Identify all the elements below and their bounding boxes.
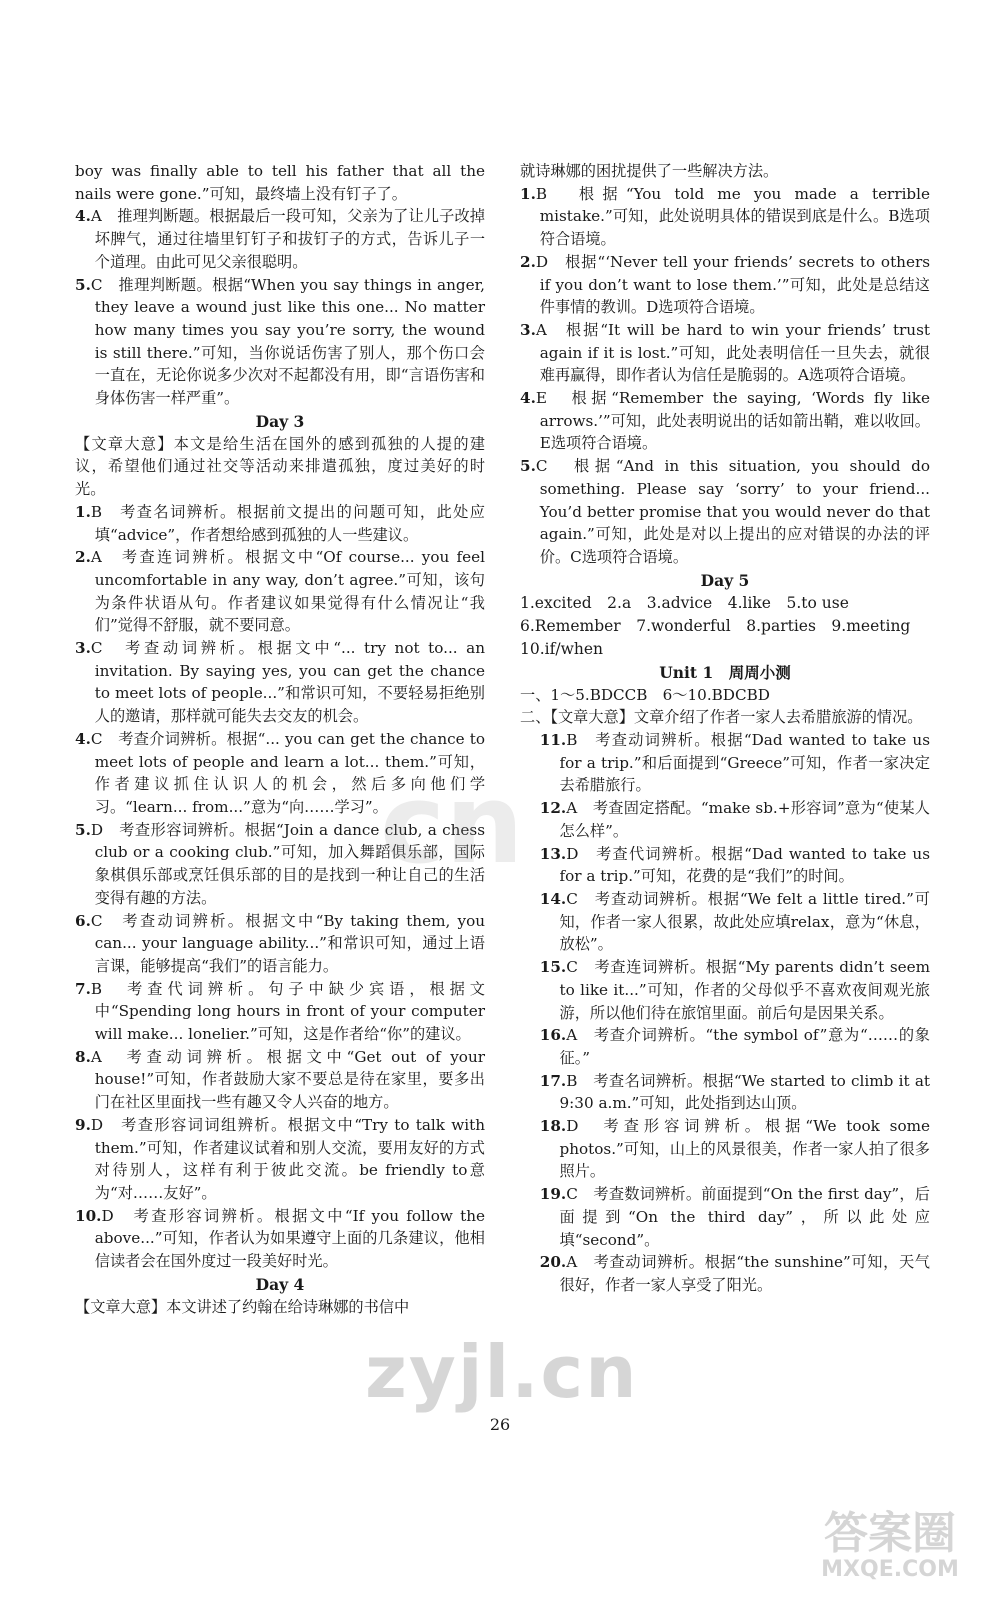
answer-paragraph [75, 637, 485, 728]
paragraph-text: Day 5 [700, 570, 750, 590]
paragraph-text: C 根据“And in this situation, you should do something. Please say ‘sorry’ to your friend... You’d better promise that you would never do that again.”可知，此处是对以上提出的应对错误的办法的评价。C选项符合语境。 [535, 457, 930, 566]
item-number: 16. [539, 1026, 567, 1045]
left-column [75, 160, 485, 1318]
corner-watermark-url: MXQE.COM [821, 1557, 959, 1582]
answer-paragraph [520, 1251, 930, 1296]
section-heading [520, 661, 930, 684]
answer-paragraph [75, 501, 485, 546]
item-number: 10. [75, 1206, 102, 1225]
paragraph-text: Unit 1 周周小测 [659, 662, 791, 682]
paragraph-text: B 考查动词辨析。根据“Dad wanted to take us for a trip.”和后面提到“Greece”可知，作者一家决定去希腊旅行。 [559, 731, 930, 795]
answer-paragraph [520, 455, 930, 569]
page-number: 26 [489, 1415, 511, 1434]
answer-paragraph [75, 1205, 485, 1273]
corner-watermark-logo: 答案圈 [824, 1508, 956, 1559]
answer-paragraph [75, 160, 485, 205]
paragraph-text: 6.Remember 7.wonderful 8.parties 9.meeting [520, 616, 911, 635]
answer-paragraph [520, 706, 930, 729]
answer-paragraph [520, 684, 930, 707]
item-number: 4. [75, 207, 91, 226]
item-number: 2. [520, 252, 536, 271]
paragraph-text: A 考查动词辨析。根据文中“Get out of your house!”可知，作者鼓励大家不要总是待在家里，要多出门在社区里面找一些有趣又令人兴奋的地方。 [90, 1047, 485, 1112]
paragraph-text: D 考查形容词辨析。根据“Join a dance club, a chess club or a cooking club.”可知，加入舞蹈俱乐部，国际象棋俱乐部或烹饪俱乐部的目的是找到一种让自己的生活变得有趣的方法。 [90, 820, 485, 907]
paragraph-text: B 考查名词辨析。根据“We started to climb it at 9:30 a.m.”可知，此处指到达山顶。 [559, 1071, 930, 1113]
answer-paragraph [520, 1115, 930, 1183]
answer-paragraph [75, 433, 485, 501]
item-number: 17. [539, 1071, 567, 1090]
answer-paragraph [520, 183, 930, 251]
answer-paragraph [75, 1046, 485, 1114]
answer-paragraph [520, 1024, 930, 1069]
paragraph-text: 【文章大意】本文是给生活在国外的感到孤独的人提的建议，希望他们通过社交等活动来排遣孤独，度过美好的时光。 [75, 434, 485, 499]
item-number: 13. [539, 844, 567, 863]
item-number: 5. [520, 457, 536, 476]
item-number: 9. [75, 1115, 91, 1134]
paragraph-text: C 考查动词辨析。根据“We felt a little tired.”可知，作者一家人很累，故此处应填relax，意为“休息，放松”。 [559, 889, 930, 954]
answer-paragraph [75, 205, 485, 273]
paragraph-text: D 考查形容词词组辨析。根据文中“Try to talk with them.”可知，作者建议试着和别人交流，要用友好的方式对待别人，这样有利于彼此交流。be friendly to意为“对……友好”。 [90, 1115, 485, 1202]
paragraph-text: 就诗琳娜的困扰提供了一些解决方法。 [520, 162, 779, 180]
item-number: 8. [75, 1047, 91, 1066]
paragraph-text: A 考查固定搭配。“make sb.+形容词”意为“使某人怎么样”。 [559, 799, 930, 840]
paragraph-text: B 考查代词辨析。句子中缺少宾语，根据文中“Spending long hours in front of your computer will make... lonelier.”可知，这是作者给“你”的建议。 [90, 979, 485, 1044]
item-number: 1. [520, 184, 536, 203]
paragraph-text: C 考查连词辨析。根据“My parents didn’t seem to like it...”可知，作者的父母似乎不喜欢夜间观光旅游，所以他们待在旅馆里面。前后句是因果关系。 [559, 958, 930, 1022]
item-number: 19. [539, 1185, 567, 1204]
answer-paragraph [75, 1296, 485, 1319]
paragraph-text: D 根据“‘Never tell your friends’ secrets to others if you don’t want to lose them.’”可知，此处是总结这件事情的教训。D选项符合语境。 [535, 252, 930, 317]
item-number: 2. [75, 548, 91, 567]
paragraph-text: Day 4 [255, 1274, 305, 1294]
paragraph-text: A 考查介词辨析。“the symbol of”意为“……的象征。” [559, 1026, 930, 1067]
item-number: 7. [75, 979, 91, 998]
item-number: 5. [75, 275, 91, 294]
answer-paragraph [75, 1114, 485, 1205]
answer-paragraph [520, 319, 930, 387]
site-watermark: zyjl.cn [365, 1330, 639, 1414]
right-column [520, 160, 930, 1297]
paragraph-text: C 考查动词辨析。根据文中“... try not to... an invitation. By saying yes, you can get the chance to meet lots of people...”和常识可知，不要轻易拒绝别人的邀请，那样就可能失去交友的机会。 [90, 639, 485, 726]
paragraph-text: 一、1～5.BDCCB 6～10.BDCBD [520, 685, 770, 704]
item-number: 18. [539, 1117, 567, 1136]
paragraph-text: D 考查代词辨析。根据“Dad wanted to take us for a trip.”可知，花费的是“我们”的时间。 [559, 844, 930, 886]
paragraph-text: B 考查名词辨析。根据前文提出的问题可知，此处应填“advice”，作者想给感到孤独的人一些建议。 [90, 502, 485, 544]
paragraph-text: 1.excited 2.a 3.advice 4.like 5.to use [520, 593, 849, 612]
item-number: 4. [75, 729, 91, 748]
paragraph-text: A 根据“It will be hard to win your friends’ trust again if it is lost.”可知，此处表明信任一旦失去，就很难再赢得，即作者认为信任是脆弱的。A选项符合语境。 [535, 320, 930, 385]
paragraph-text: E 根据“Remember the saying, ‘Words fly like arrows.’”可知，此处表明说出的话如箭出鞘，难以收回。E选项符合语境。 [535, 389, 930, 453]
paragraph-text: 10.if/when [520, 639, 603, 658]
item-number: 5. [75, 820, 91, 839]
center-watermark: cn [380, 760, 524, 888]
section-heading [75, 1273, 485, 1296]
paragraph-text: Day 3 [255, 411, 305, 431]
item-number: 6. [75, 911, 91, 930]
item-number: 11. [539, 731, 567, 750]
answer-paragraph [75, 274, 485, 410]
item-number: 12. [539, 799, 567, 818]
item-number: 14. [539, 889, 567, 908]
item-number: 1. [75, 502, 91, 521]
answer-line [520, 615, 930, 638]
paragraph-text: D 考查形容词辨析。根据文中“If you follow the above...”可知，作者认为如果遵守上面的几条建议，他相信读者会在国外度过一段美好时光。 [94, 1206, 485, 1271]
item-number: 4. [520, 389, 536, 408]
paragraph-text: 二、【文章大意】文章介绍了作者一家人去希腊旅游的情况。 [520, 708, 923, 727]
corner-watermark [800, 1510, 980, 1582]
paragraph-text: C 推理判断题。根据“When you say things in anger, they leave a wound just like this one... No matter how many times you say you’re sorry, the wound is still there.”可知，当你说话伤害了别人，那个伤口会一直在，无论你说多少次对不起都没有用，即“言语伤害和身体伤害一样严重”。 [90, 275, 485, 408]
answer-line [520, 638, 930, 661]
answer-paragraph [520, 956, 930, 1024]
paragraph-text: boy was finally able to tell his father that all the nails were gone.”可知，最终墙上没有钉子了。 [75, 162, 485, 203]
answer-paragraph [520, 251, 930, 319]
paragraph-text: B 根据“You told me you made a terrible mistake.”可知，此处说明具体的错误到底是什么。B选项符合语境。 [535, 184, 930, 249]
paragraph-text: A 考查连词辨析。根据文中“Of course... you feel uncomfortable in any way, don’t agree.”可知，该句为条件状语从句。作者建议如果觉得有什么情况让“我们”觉得不舒服，就不要同意。 [90, 548, 485, 635]
item-number: 15. [539, 958, 567, 977]
answer-line [520, 592, 930, 615]
paragraph-text: C 考查动词辨析。根据文中“By taking them, you can... your language ability...”和常识可知，通过上语言课，能够提高“我们”的语言能力。 [90, 911, 485, 975]
paragraph-text: D 考查形容词辨析。根据“We took some photos.”可知，山上的风景很美，作者一家人拍了很多照片。 [559, 1117, 930, 1181]
section-heading [75, 410, 485, 433]
answer-paragraph [520, 387, 930, 455]
paragraph-text: C 考查数词辨析。前面提到“On the first day”，后面提到“On the third day”，所以此处应填“second”。 [559, 1185, 930, 1249]
answer-paragraph [75, 978, 485, 1046]
item-number: 3. [75, 639, 91, 658]
item-number: 3. [520, 320, 536, 339]
answer-paragraph [520, 1183, 930, 1251]
paragraph-text: A 考查动词辨析。根据“the sunshine”可知，天气很好，作者一家人享受了阳光。 [559, 1253, 930, 1294]
paragraph-text: A 推理判断题。根据最后一段可知，父亲为了让儿子改掉坏脾气，通过往墙里钉钉子和拔钉子的方式，告诉儿子一个道理。由此可见父亲很聪明。 [90, 207, 485, 271]
answer-paragraph [75, 546, 485, 637]
item-number: 20. [539, 1253, 567, 1272]
answer-paragraph [520, 1070, 930, 1115]
answer-paragraph [75, 910, 485, 978]
paragraph-text: 【文章大意】本文讲述了约翰在给诗琳娜的书信中 [75, 1297, 410, 1316]
section-heading [520, 569, 930, 592]
paragraph-text: C 考查介词辨析。根据“... you can get the chance to meet lots of people and learn a lot... them.”可知，作者建议抓住认识人的机会，然后多向他们学习。“learn... from...”意为“向……学习”。 [90, 729, 485, 816]
answer-paragraph [520, 160, 930, 183]
